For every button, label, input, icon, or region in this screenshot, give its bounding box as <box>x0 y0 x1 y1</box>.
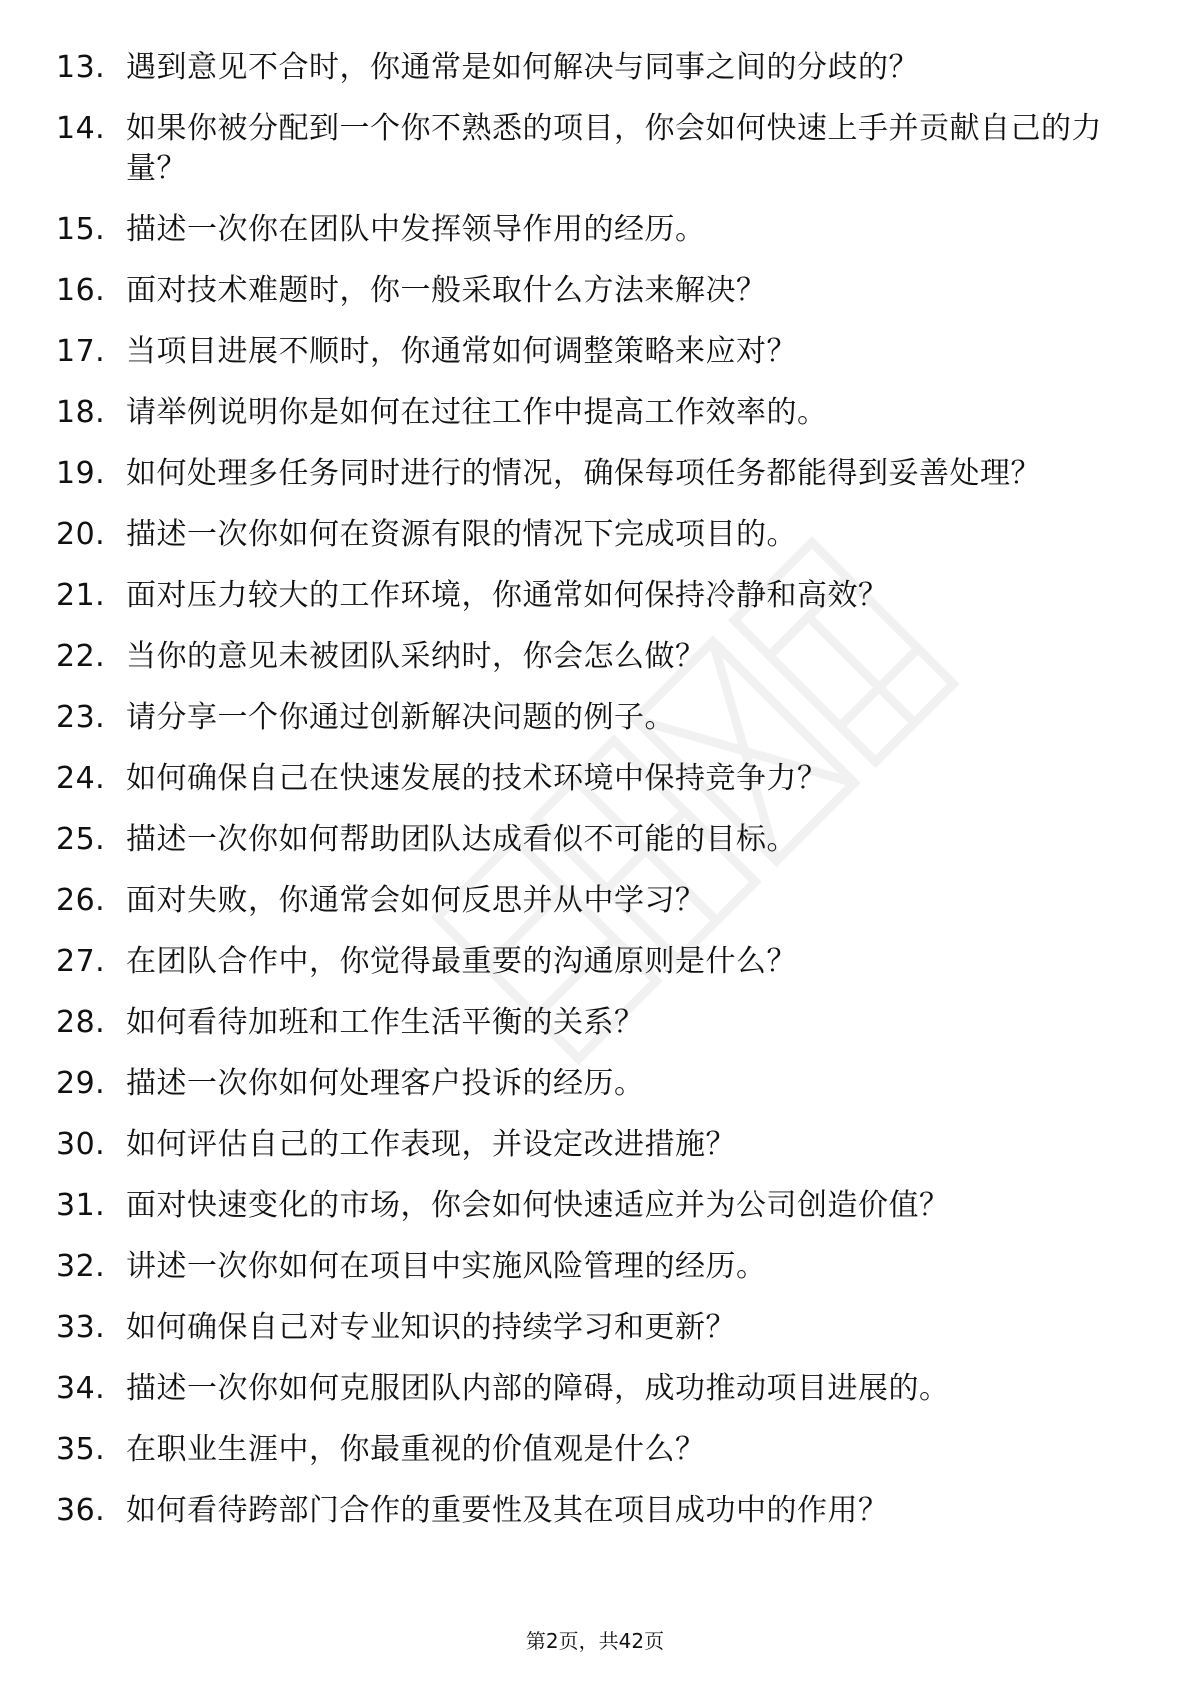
question-number: 20. <box>56 517 106 552</box>
question-number: 15. <box>56 212 106 247</box>
question-text: 讲述一次你如何在项目中实施风险管理的经历。 <box>126 1249 767 1284</box>
question-item <box>0 515 1190 555</box>
question-text: 面对快速变化的市场，你会如何快速适应并为公司创造价值？ <box>126 1188 950 1223</box>
question-text: 描述一次你如何处理客户投诉的经历。 <box>126 1066 645 1101</box>
question-number: 35. <box>56 1432 106 1467</box>
question-text: 如何看待跨部门合作的重要性及其在项目成功中的作用？ <box>126 1493 889 1528</box>
question-number: 14. <box>56 111 106 146</box>
question-item <box>0 637 1190 677</box>
question-item <box>0 759 1190 799</box>
question-text: 在团队合作中，你觉得最重要的沟通原则是什么？ <box>126 944 797 979</box>
question-text: 如何处理多任务同时进行的情况，确保每项任务都能得到妥善处理？ <box>126 456 1041 491</box>
question-text: 当你的意见未被团队采纳时，你会怎么做？ <box>126 639 706 674</box>
question-text: 遇到意见不合时，你通常是如何解决与同事之间的分歧的？ <box>126 50 919 85</box>
question-text: 请分享一个你通过创新解决问题的例子。 <box>126 700 675 735</box>
question-text: 描述一次你如何帮助团队达成看似不可能的目标。 <box>126 822 797 857</box>
question-text: 请举例说明你是如何在过往工作中提高工作效率的。 <box>126 395 828 430</box>
question-number: 32. <box>56 1249 106 1284</box>
question-number: 19. <box>56 456 106 491</box>
question-text: 当项目进展不顺时，你通常如何调整策略来应对？ <box>126 334 797 369</box>
question-item <box>0 1369 1190 1409</box>
question-text: 如果你被分配到一个你不熟悉的项目，你会如何快速上手并贡献自己的力量？ <box>126 111 1102 186</box>
question-number: 18. <box>56 395 106 430</box>
question-text: 如何确保自己在快速发展的技术环境中保持竞争力？ <box>126 761 828 796</box>
question-item <box>0 1430 1190 1470</box>
question-item <box>0 1308 1190 1348</box>
question-text: 描述一次你如何克服团队内部的障碍，成功推动项目进展的。 <box>126 1371 950 1406</box>
question-item <box>0 881 1190 921</box>
question-text: 面对压力较大的工作环境，你通常如何保持冷静和高效？ <box>126 578 889 613</box>
question-number: 16. <box>56 273 106 308</box>
question-item <box>0 332 1190 372</box>
question-number: 33. <box>56 1310 106 1345</box>
question-item <box>0 454 1190 494</box>
question-number: 31. <box>56 1188 106 1223</box>
question-item <box>0 1064 1190 1104</box>
question-text: 如何评估自己的工作表现，并设定改进措施？ <box>126 1127 736 1162</box>
question-text: 面对技术难题时，你一般采取什么方法来解决？ <box>126 273 767 308</box>
question-text: 如何看待加班和工作生活平衡的关系？ <box>126 1005 645 1040</box>
question-item <box>0 1186 1190 1226</box>
question-item <box>0 820 1190 860</box>
question-number: 29. <box>56 1066 106 1101</box>
question-item <box>0 576 1190 616</box>
question-item <box>0 48 1190 88</box>
question-item <box>0 1003 1190 1043</box>
question-text: 描述一次你在团队中发挥领导作用的经历。 <box>126 212 706 247</box>
question-item <box>0 210 1190 250</box>
question-number: 36. <box>56 1493 106 1528</box>
question-text: 在职业生涯中，你最重视的价值观是什么？ <box>126 1432 706 1467</box>
question-text: 描述一次你如何在资源有限的情况下完成项目的。 <box>126 517 797 552</box>
question-item <box>0 1491 1190 1531</box>
question-number: 17. <box>56 334 106 369</box>
question-item <box>0 1125 1190 1165</box>
question-number: 27. <box>56 944 106 979</box>
question-item <box>0 698 1190 738</box>
question-text: 如何确保自己对专业知识的持续学习和更新？ <box>126 1310 736 1345</box>
question-number: 30. <box>56 1127 106 1162</box>
question-item <box>0 942 1190 982</box>
page-number-footer: 第2页，共42页 <box>525 1629 665 1653</box>
question-number: 13. <box>56 50 106 85</box>
question-text: 面对失败，你通常会如何反思并从中学习？ <box>126 883 706 918</box>
question-item <box>0 393 1190 433</box>
question-number: 21. <box>56 578 106 613</box>
question-number: 22. <box>56 639 106 674</box>
question-list <box>0 48 1190 1552</box>
question-number: 25. <box>56 822 106 857</box>
question-number: 23. <box>56 700 106 735</box>
question-number: 24. <box>56 761 106 796</box>
question-item <box>0 109 1190 189</box>
question-item <box>0 271 1190 311</box>
question-number: 28. <box>56 1005 106 1040</box>
question-number: 34. <box>56 1371 106 1406</box>
question-number: 26. <box>56 883 106 918</box>
question-item <box>0 1247 1190 1287</box>
